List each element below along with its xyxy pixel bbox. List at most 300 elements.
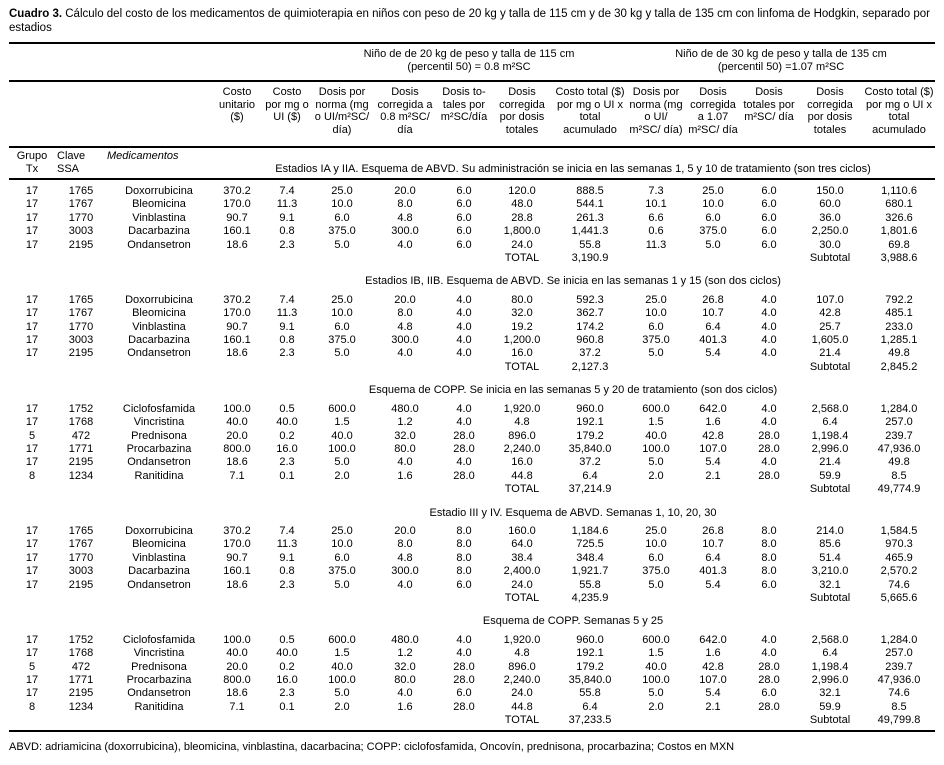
total-value: 4,235.9: [571, 591, 609, 604]
cell: 2.0: [334, 469, 350, 482]
cell: 7.4: [279, 524, 295, 537]
cell: 5: [28, 660, 36, 673]
cell: 1765: [68, 524, 94, 537]
cell: 1,198.4: [811, 660, 849, 673]
table-row: [9, 647, 935, 660]
cell: Bleomicina: [132, 307, 186, 320]
cell: 24.0: [511, 238, 533, 251]
cell: 59.9: [819, 700, 841, 713]
cell: 17: [25, 334, 39, 347]
cell: 6.0: [761, 238, 777, 251]
subtotal-value: 49,799.8: [877, 714, 921, 727]
cell: 1768: [68, 416, 94, 429]
cell: Ondansetron: [127, 347, 191, 360]
table-row: [9, 347, 935, 360]
cell: 40.0: [226, 647, 248, 660]
table-row: [9, 430, 935, 443]
cell: 32.0: [511, 307, 533, 320]
cell: 4.8: [397, 211, 413, 224]
cell: 642.0: [699, 633, 727, 646]
spacer-cell: [627, 252, 797, 267]
cell: 25.0: [331, 293, 353, 306]
total-label: TOTAL: [504, 483, 540, 496]
cell: 28.0: [453, 660, 475, 673]
cell: 375.0: [642, 565, 670, 578]
cell: 1770: [68, 320, 94, 333]
section-header: Esquema de COPP. Se inicia en las semanas 5 y 20 de tratamiento (son dos ciclos): [368, 384, 778, 397]
cell: 600.0: [642, 402, 670, 415]
cell: 5.4: [705, 687, 721, 700]
cell: 2.0: [334, 700, 350, 713]
cell: 6.4: [582, 700, 598, 713]
spacer-cell: [627, 361, 797, 376]
subtotal-label: Subtotal: [809, 591, 851, 604]
cell: 6.0: [456, 225, 472, 238]
cell: Ranitidina: [134, 700, 184, 713]
stub-header-medicamentos: Medicamentos: [107, 147, 211, 179]
total-label: TOTAL: [504, 252, 540, 265]
cell: 64.0: [511, 538, 533, 551]
cell: 1752: [68, 633, 94, 646]
cell: 375.0: [328, 225, 356, 238]
table-row: [9, 687, 935, 700]
cell: 600.0: [642, 633, 670, 646]
table-row: [9, 634, 935, 647]
cell: 48.0: [511, 198, 533, 211]
cell: Ondansetron: [127, 687, 191, 700]
cell: 80.0: [394, 442, 416, 455]
cell: 1,284.0: [880, 402, 918, 415]
spacer-cell: [627, 483, 797, 498]
cell: 6.0: [761, 687, 777, 700]
cell: 32.1: [819, 578, 841, 591]
cell: 2.3: [279, 456, 295, 469]
cell: 28.0: [758, 700, 780, 713]
cell: 69.8: [888, 238, 910, 251]
cell: 4.0: [761, 320, 777, 333]
total-value: 37,233.5: [568, 714, 612, 727]
cell: 214.0: [816, 524, 844, 537]
table-row: [9, 525, 935, 538]
cell: 35,840.0: [568, 442, 612, 455]
cell: 6.0: [648, 551, 664, 564]
cell: 40.0: [276, 647, 298, 660]
table-row: [9, 321, 935, 334]
cell: 49.8: [888, 347, 910, 360]
cell: 24.0: [511, 578, 533, 591]
table-row: [9, 179, 935, 198]
cell: 40.0: [331, 429, 353, 442]
subtotal-value: 2,845.2: [880, 360, 918, 373]
section-header-row: [9, 499, 935, 525]
cell: 28.0: [758, 660, 780, 673]
cell: 6.4: [822, 647, 838, 660]
cell: 4.0: [761, 347, 777, 360]
cell: 17: [25, 633, 39, 646]
cell: 1,920.0: [503, 402, 541, 415]
cell: 28.0: [453, 469, 475, 482]
cell: 4.0: [761, 416, 777, 429]
cell: 2,240.0: [503, 442, 541, 455]
cell: 6.0: [456, 238, 472, 251]
cell: 642.0: [699, 402, 727, 415]
cell: 80.0: [511, 293, 533, 306]
cell: 2,996.0: [811, 674, 849, 686]
section-header: Estadios IA y IIA. Esquema de ABVD. Su administración se inicia en las semanas 1, 5 y 10 de tratamiento (son tres ciclos): [211, 147, 935, 179]
cell: 4.0: [761, 402, 777, 415]
cell: 36.0: [819, 211, 841, 224]
cell: 544.1: [576, 198, 604, 211]
cell: 4.0: [761, 456, 777, 469]
cell: 7.1: [229, 700, 245, 713]
cell: 2,250.0: [811, 225, 849, 238]
cell: 42.8: [702, 660, 724, 673]
cell: 1,198.4: [811, 429, 849, 442]
subtotal-value: 3,988.6: [880, 252, 918, 265]
cell: 28.0: [758, 674, 780, 686]
cell: 1,200.0: [503, 334, 541, 347]
cell: 44.8: [511, 469, 533, 482]
spacer-cell: [627, 592, 797, 607]
spacer-cell: [9, 483, 491, 498]
cell: 18.6: [226, 456, 248, 469]
cell: 4.0: [397, 238, 413, 251]
cell: 4.0: [397, 456, 413, 469]
cell: 4.0: [456, 320, 472, 333]
cell: 16.0: [276, 674, 298, 686]
group-header-20kg-line2: (percentil 50) = 0.8 m²SC: [407, 61, 531, 73]
cell: 4.0: [456, 647, 472, 660]
cell: 25.0: [702, 185, 724, 197]
cell: 8.0: [761, 538, 777, 551]
table-row: [9, 538, 935, 551]
cell: 192.1: [576, 416, 604, 429]
cell: 5.0: [648, 347, 664, 360]
cell: 100.0: [223, 402, 251, 415]
cell: 20.0: [394, 524, 416, 537]
cell: 0.2: [279, 429, 295, 442]
cell: 1765: [68, 293, 94, 306]
total-value: 2,127.3: [571, 360, 609, 373]
cell: 2.1: [705, 700, 721, 713]
cell: 1,800.0: [503, 225, 541, 238]
cell: 1,184.6: [571, 524, 609, 537]
cell: 32.0: [394, 660, 416, 673]
cell: 17: [25, 565, 39, 578]
cell: 179.2: [576, 660, 604, 673]
cell: Ranitidina: [134, 469, 184, 482]
table-row: [9, 225, 935, 238]
total-row: [9, 252, 935, 267]
spacer-cell: [9, 607, 211, 633]
subtotal-label: Subtotal: [809, 714, 851, 727]
cell: 2,568.0: [811, 633, 849, 646]
table-row: [9, 552, 935, 565]
cell: 0.1: [279, 700, 295, 713]
cell: 49.8: [888, 456, 910, 469]
cell: 5.0: [334, 347, 350, 360]
cell: 28.0: [453, 674, 475, 686]
cell: 2,568.0: [811, 402, 849, 415]
cell: 8.0: [761, 565, 777, 578]
total-row: [9, 592, 935, 607]
cell: 1.5: [648, 416, 664, 429]
cell: 17: [25, 198, 39, 211]
cell: 120.0: [508, 185, 536, 197]
cell: 160.0: [508, 524, 536, 537]
cell: 107.0: [699, 674, 727, 686]
cell: 26.8: [702, 524, 724, 537]
cell: 2.3: [279, 347, 295, 360]
cell: 2.0: [648, 700, 664, 713]
cell: 5.0: [334, 687, 350, 700]
cell: 1771: [68, 442, 94, 455]
cell: 4.0: [761, 293, 777, 306]
cell: 9.1: [279, 320, 295, 333]
cell: 261.3: [576, 211, 604, 224]
cell: 16.0: [276, 442, 298, 455]
table-caption: [9, 7, 935, 35]
cell: 17: [25, 185, 39, 197]
cell: 239.7: [885, 429, 913, 442]
cell: 375.0: [328, 565, 356, 578]
cell: 28.0: [758, 442, 780, 455]
cell: 4.8: [514, 416, 530, 429]
cell: 1.2: [397, 416, 413, 429]
cell: 6.0: [456, 211, 472, 224]
cell: 4.0: [761, 334, 777, 347]
cell: 4.0: [456, 334, 472, 347]
cell: 1.6: [705, 416, 721, 429]
spacer-cell: [9, 252, 491, 267]
cell: 1767: [68, 538, 94, 551]
cell: 401.3: [699, 565, 727, 578]
cell: 6.0: [456, 198, 472, 211]
cell: 17: [25, 238, 39, 251]
column-header-costo-total-20: Costo total ($) por mg o UI x total acumulado: [553, 81, 627, 147]
table-caption-label: Cuadro 3.: [9, 8, 63, 20]
cell: 960.8: [576, 334, 604, 347]
cell: Ondansetron: [127, 578, 191, 591]
cell: 107.0: [816, 293, 844, 306]
cell: 100.0: [328, 674, 356, 686]
cell: 30.0: [819, 238, 841, 251]
table-row: [9, 334, 935, 347]
table-row: [9, 239, 935, 252]
cell: Ondansetron: [127, 238, 191, 251]
cell: 6.4: [705, 551, 721, 564]
cell: 970.3: [885, 538, 913, 551]
cell: 1.5: [648, 647, 664, 660]
cell: Ondansetron: [127, 456, 191, 469]
cell: 7.3: [648, 185, 664, 197]
cell: 6.0: [705, 211, 721, 224]
cell: 5.0: [648, 456, 664, 469]
cell: 150.0: [816, 185, 844, 197]
cell: 47,936.0: [877, 442, 921, 455]
cell: 4.8: [514, 647, 530, 660]
cell: 896.0: [508, 660, 536, 673]
cell: 17: [25, 551, 39, 564]
cell: 1,920.0: [503, 633, 541, 646]
cell: 375.0: [328, 334, 356, 347]
stub-grupo-line1: Grupo: [16, 150, 48, 162]
cell: 25.0: [331, 185, 353, 197]
cell: Doxorrubicina: [125, 185, 193, 197]
column-header-row: [9, 81, 935, 147]
section-header: Esquema de COPP. Semanas 5 y 25: [482, 615, 664, 628]
cell: 5.4: [705, 578, 721, 591]
cell: 4.8: [397, 551, 413, 564]
cell: 1,921.7: [571, 565, 609, 578]
cell: 26.8: [702, 293, 724, 306]
cell: Dacarbazina: [128, 334, 190, 347]
cell: 24.0: [511, 687, 533, 700]
cell: 17: [25, 647, 39, 660]
total-row: [9, 714, 935, 730]
cell: 17: [25, 674, 39, 686]
cell: 6.0: [761, 185, 777, 197]
cell: 17: [25, 225, 39, 238]
cell: 1771: [68, 674, 94, 686]
cell: 10.0: [331, 538, 353, 551]
cell: 90.7: [226, 551, 248, 564]
cell: 28.0: [453, 442, 475, 455]
cell: 32.1: [819, 687, 841, 700]
cell: 1,605.0: [811, 334, 849, 347]
cell: 55.8: [579, 687, 601, 700]
cell: 3,210.0: [811, 565, 849, 578]
cell: 1,285.1: [880, 334, 918, 347]
cell: 19.2: [511, 320, 533, 333]
cell: 100.0: [642, 442, 670, 455]
column-header-dosis-norma-20: Dosis por norma (mg o UI/m²SC/ día): [311, 81, 373, 147]
subtotal-value: 5,665.6: [880, 591, 918, 604]
cell: 2195: [68, 687, 94, 700]
cell: 362.7: [576, 307, 604, 320]
cell: 40.0: [645, 429, 667, 442]
cell: 179.2: [576, 429, 604, 442]
cell: 51.4: [819, 551, 841, 564]
cell: 7.4: [279, 293, 295, 306]
cell: 25.0: [331, 524, 353, 537]
cell: 90.7: [226, 211, 248, 224]
column-header-dosis-corregida-30: Dosis corregida a 1.07 m²SC/ día: [685, 81, 741, 147]
cell: 6.0: [761, 198, 777, 211]
cell: 1.5: [334, 416, 350, 429]
cell: 1,284.0: [880, 633, 918, 646]
cell: 8.0: [456, 524, 472, 537]
cell: 11.3: [276, 198, 298, 211]
cell: 17: [25, 416, 39, 429]
cell: 0.5: [279, 633, 295, 646]
cell: 74.6: [888, 578, 910, 591]
table-body: [9, 179, 935, 731]
cell: 370.2: [223, 293, 251, 306]
cell: 4.0: [761, 633, 777, 646]
table-row: [9, 565, 935, 578]
section-header: Estadios IB, IIB. Esquema de ABVD. Se inicia en las semanas 1 y 15 (son dos ciclos): [365, 275, 781, 288]
cell: 55.8: [579, 578, 601, 591]
cell: 2195: [68, 347, 94, 360]
cell: 1.5: [334, 647, 350, 660]
section-header-row: [9, 376, 935, 402]
cell: 472: [71, 660, 91, 673]
cell: 8.5: [891, 700, 907, 713]
cell: Vincristina: [133, 416, 185, 429]
cell: 25.0: [645, 524, 667, 537]
cell: 300.0: [391, 225, 419, 238]
cell: 17: [25, 524, 39, 537]
cell: 1,584.5: [880, 524, 918, 537]
group-header-row: [9, 43, 935, 81]
cell: 1.6: [705, 647, 721, 660]
cell: 5.0: [334, 456, 350, 469]
table-row: [9, 579, 935, 592]
cell: 375.0: [699, 225, 727, 238]
column-header-dosis-norma-30: Dosis por norma (mg o UI/ m²SC/ día): [627, 81, 685, 147]
cell: 2.3: [279, 238, 295, 251]
stub-clave-line1: Clave: [57, 150, 86, 162]
stub-clave-line2: SSA: [57, 163, 80, 175]
cell: 8.0: [456, 565, 472, 578]
cell: 800.0: [223, 442, 251, 455]
cell: 10.7: [702, 307, 724, 320]
cell: 21.4: [819, 347, 841, 360]
total-value: 37,214.9: [568, 483, 612, 496]
cell: 2.1: [705, 469, 721, 482]
cell: 370.2: [223, 524, 251, 537]
subtotal-label: Subtotal: [809, 252, 851, 265]
cell: 0.8: [279, 565, 295, 578]
cell: Bleomicina: [132, 538, 186, 551]
cell: 592.3: [576, 293, 604, 306]
cell: 6.0: [456, 687, 472, 700]
cell: 42.8: [702, 429, 724, 442]
group-header-20kg: [311, 43, 627, 81]
group-header-30kg-line1: Niño de de 30 kg de peso y talla de 135 cm: [675, 48, 887, 60]
spacer-cell: [9, 592, 491, 607]
cell: 38.4: [511, 551, 533, 564]
table-row: [9, 701, 935, 714]
cell: 6.0: [456, 578, 472, 591]
cell: 465.9: [885, 551, 913, 564]
cell: 2195: [68, 238, 94, 251]
cell: 2.0: [648, 469, 664, 482]
group-header-30kg-line2: (percentil 50) =1.07 m²SC: [717, 61, 845, 73]
spacer-cell: [9, 81, 211, 147]
cell: 28.8: [511, 211, 533, 224]
cell: 35,840.0: [568, 674, 612, 686]
cell: 4.0: [456, 416, 472, 429]
cell: 17: [25, 538, 39, 551]
cell: 17: [25, 442, 39, 455]
cell: Ciclofosfamida: [122, 633, 196, 646]
cell: 8.0: [456, 538, 472, 551]
column-header-dosis-totales-30: Dosis totales por m²SC/ día: [741, 81, 797, 147]
cell: 20.0: [394, 293, 416, 306]
cell: 6.0: [334, 551, 350, 564]
cell: 4.0: [397, 578, 413, 591]
cell: 1.2: [397, 647, 413, 660]
cell: 1,441.3: [571, 225, 609, 238]
cell: 4.0: [456, 307, 472, 320]
cell: 60.0: [819, 198, 841, 211]
table-footnote: ABVD: adriamicina (doxorrubicina), bleomicina, vinblastina, dacarbacina; COPP: ciclofosfamida, Oncovín, prednisona, procarbazina; Costos en MXN: [9, 740, 735, 753]
cell: 160.1: [223, 334, 251, 347]
cell: 6.0: [761, 211, 777, 224]
cell: 28.0: [453, 429, 475, 442]
